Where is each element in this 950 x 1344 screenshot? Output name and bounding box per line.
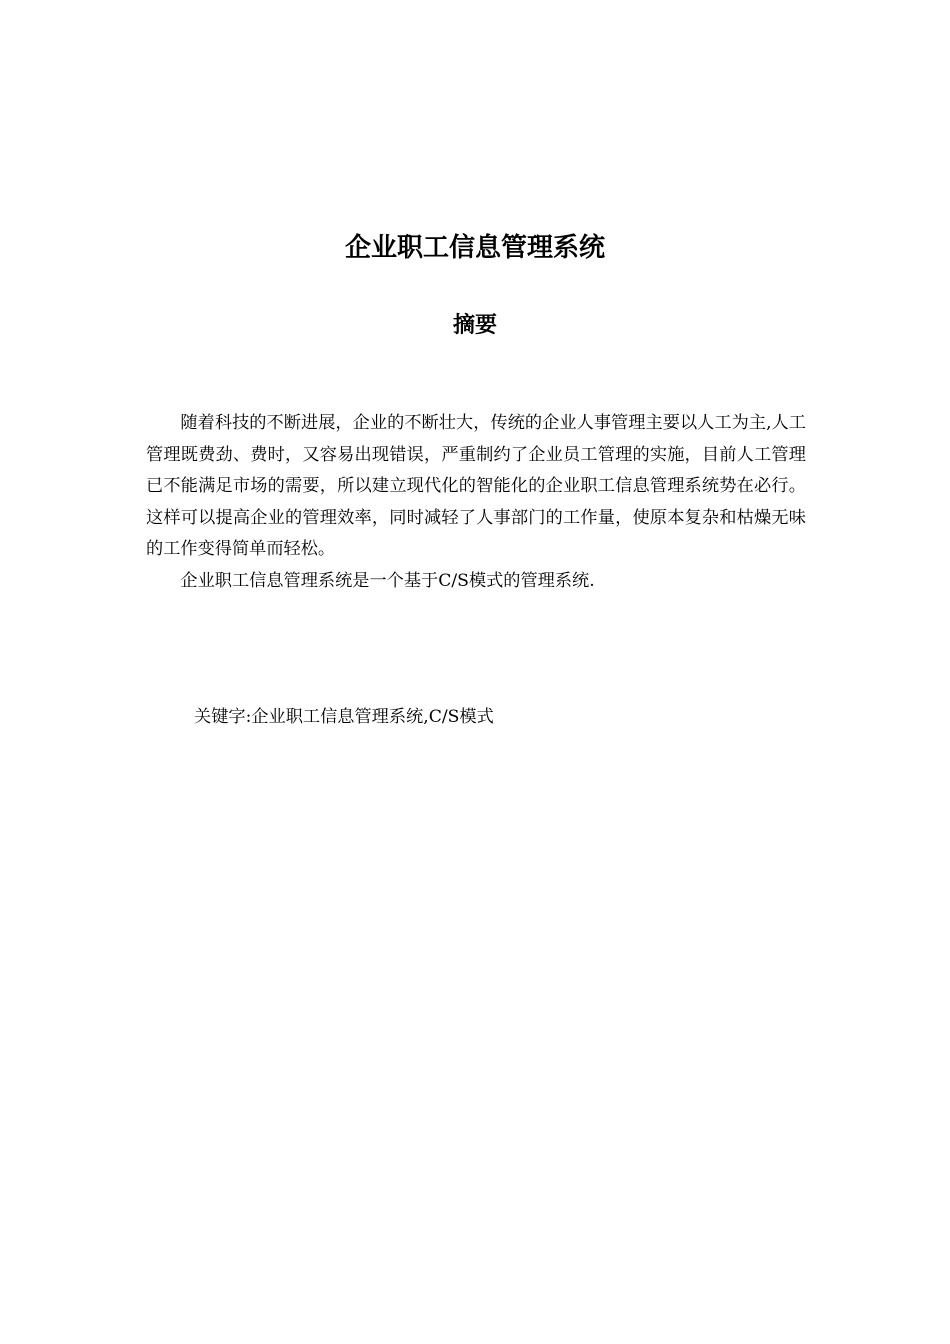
abstract-body [146, 408, 806, 597]
abstract-paragraph-1: 随着科技的不断进展，企业的不断壮大，传统的企业人事管理主要以人工为主,人工管理既费劲、费时，又容易出现错误，严重制约了企业员工管理的实施，目前人工管理已不能满足市场的需要，所以建立现代化的智能化的企业职工信息管理系统势在必行。这样可以提高企业的管理效率，同时减轻了人事部门的工作量，使原本复杂和枯燥无味的工作变得简单而轻松。 [146, 413, 806, 559]
keywords-line: 关键字:企业职工信息管理系统,C/S模式 [194, 707, 494, 727]
document-title: 企业职工信息管理系统 [344, 233, 605, 263]
abstract-heading: 摘要 [452, 313, 497, 338]
abstract-paragraph-2: 企业职工信息管理系统是一个基于C/S模式的管理系统. [180, 570, 595, 591]
